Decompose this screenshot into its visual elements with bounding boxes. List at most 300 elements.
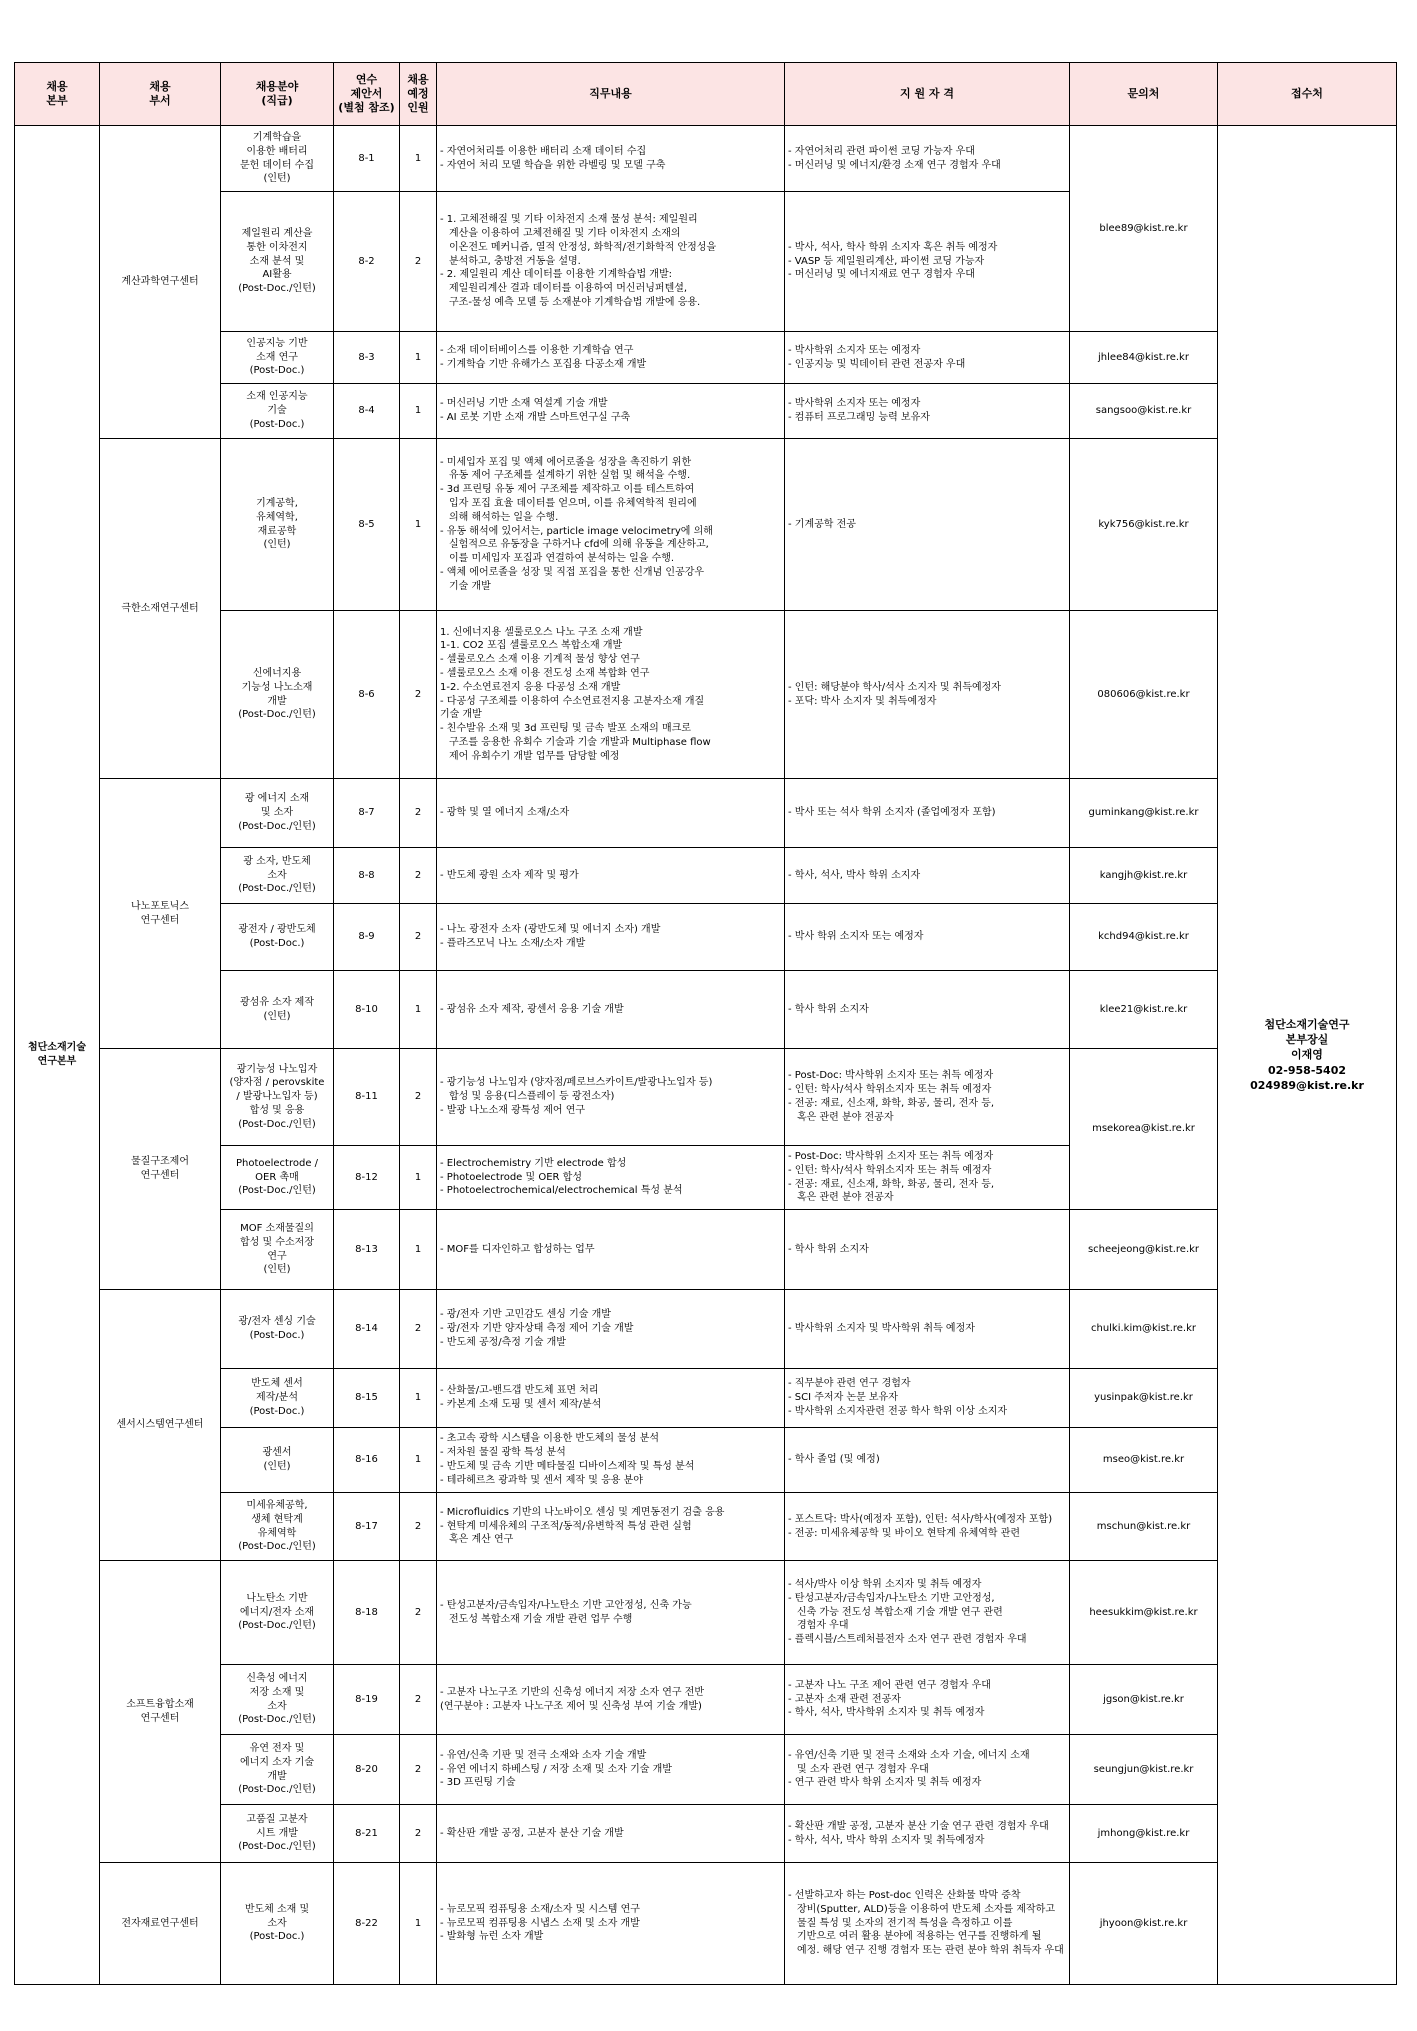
field-cell-line: 유연 전자 및 — [249, 1742, 305, 1754]
duty-cell — [437, 904, 785, 971]
hire-count: 1 — [400, 1210, 437, 1290]
contact-email[interactable]: jhyoon@kist.re.kr — [1070, 1863, 1218, 1985]
field-cell-line: 광기능성 나노입자 — [236, 1063, 318, 1075]
field-cell-line: (Post-Doc./인턴) — [238, 1841, 316, 1853]
field-cell-line: (Post-Doc.) — [249, 1405, 305, 1417]
division-cell: 첨단소재기술 연구본부 — [15, 126, 100, 1985]
duty-cell-line: 혹은 계산 연구 — [449, 1534, 514, 1546]
proposal-code: 8-7 — [334, 779, 400, 848]
qualification-cell-line: - 전공: 미세유체공학 및 바이오 현탁계 유체역학 관련 — [788, 1527, 1021, 1539]
qualification-cell — [785, 439, 1070, 611]
table-row — [15, 439, 1397, 611]
hire-count: 1 — [400, 1146, 437, 1210]
field-cell-line: (Post-Doc.) — [249, 1931, 305, 1943]
field-cell-line: 소자 — [267, 869, 287, 881]
contact-email[interactable]: yusinpak@kist.re.kr — [1070, 1369, 1218, 1428]
qualification-cell — [785, 1665, 1070, 1735]
qualification-cell-line: - 머신러닝 및 에너지/환경 소재 연구 경험자 우대 — [788, 159, 1001, 171]
field-cell-line: (Post-Doc./인턴) — [238, 283, 316, 295]
contact-email[interactable]: 080606@kist.re.kr — [1070, 611, 1218, 779]
hire-count: 2 — [400, 1049, 437, 1146]
department-cell: 전자재료연구센터 — [100, 1863, 221, 1985]
proposal-code: 8-6 — [334, 611, 400, 779]
field-cell — [221, 1369, 334, 1428]
field-cell-line: (인턴) — [263, 539, 291, 551]
field-cell-line: 유체역학 — [257, 1527, 297, 1539]
hire-count: 1 — [400, 971, 437, 1049]
qualification-cell-line: - 컴퓨터 프로그래밍 능력 보유자 — [788, 412, 930, 423]
qualification-cell-line: - 머신러닝 및 에너지재료 연구 경험자 우대 — [788, 269, 975, 281]
contact-email[interactable]: guminkang@kist.re.kr — [1070, 779, 1218, 848]
contact-email[interactable]: kangjh@kist.re.kr — [1070, 848, 1218, 904]
duty-cell-line: - 3D 프린팅 기술 — [440, 1777, 516, 1789]
duty-cell-line: - 반도체 광원 소자 제작 및 평가 — [440, 869, 579, 881]
field-cell — [221, 611, 334, 779]
qualification-cell — [785, 1290, 1070, 1369]
field-cell — [221, 332, 334, 384]
proposal-code: 8-10 — [334, 971, 400, 1049]
field-cell-line: AI활용 — [262, 269, 292, 281]
field-cell-line: 및 소자 — [260, 807, 294, 819]
proposal-code: 8-14 — [334, 1290, 400, 1369]
field-cell — [221, 1863, 334, 1985]
duty-cell-line: - 액체 에어로졸을 성장 및 직접 포집을 통한 신개념 인공강우 — [440, 566, 705, 578]
duty-cell — [437, 1735, 785, 1805]
duty-cell-line: 구조-물성 예측 모델 등 소재분야 기계학습법 개발에 응용. — [449, 296, 701, 308]
duty-cell-line: 기술 개발 — [440, 709, 482, 721]
department-cell: 나노포토닉스 연구센터 — [100, 779, 221, 1049]
table-row — [15, 1735, 1397, 1805]
contact-email[interactable]: klee21@kist.re.kr — [1070, 971, 1218, 1049]
duty-cell-line: - 소재 데이터베이스를 이용한 기계학습 연구 — [440, 344, 634, 356]
field-cell-line: 인공지능 기반 — [246, 337, 308, 349]
duty-cell-line: 실험적으로 유동장을 구하거나 cfd에 의해 유동을 계산하고, — [449, 539, 709, 551]
qualification-cell-line: - 포닥: 박사 소지자 및 취득예정자 — [788, 695, 937, 707]
duty-cell-line: - 탄성고분자/금속입자/나노탄소 기반 고안정성, 신축 가능 — [440, 1599, 692, 1611]
field-cell-line: 에너지 소자 기술 — [240, 1756, 314, 1768]
hire-count: 1 — [400, 439, 437, 611]
qualification-cell-line: 및 소자 관련 연구 경험자 우대 — [797, 1763, 929, 1775]
qualification-cell-line: - Post-Doc: 박사학위 소지자 또는 취득 예정자 — [788, 1070, 994, 1082]
table-row — [15, 332, 1397, 384]
table-row — [15, 611, 1397, 779]
qualification-cell-line: - 학사 학위 소지자 — [788, 1003, 869, 1015]
qualification-cell-line: - 석사/박사 이상 학위 소지자 및 취득 예정자 — [788, 1579, 982, 1590]
hire-count: 2 — [400, 611, 437, 779]
field-cell-line: (Post-Doc.) — [249, 938, 305, 949]
duty-cell — [437, 1049, 785, 1146]
proposal-code: 8-22 — [334, 1863, 400, 1985]
field-cell-line: 광센서 — [262, 1447, 292, 1459]
duty-cell-line: - Electrochemistry 기반 electrode 합성 — [440, 1157, 627, 1169]
duty-cell-line: - 미세입자 포집 및 액체 에어로졸을 성장을 촉진하기 위한 — [440, 456, 692, 468]
qualification-cell-line: - 고분자 나노 구조 제어 관련 연구 경험자 우대 — [788, 1679, 991, 1691]
field-cell-line: MOF 소재물질의 — [240, 1222, 314, 1234]
duty-cell-line: - Photoelectrochemical/electrochemical 특성 분석 — [440, 1185, 683, 1197]
table-row — [15, 1493, 1397, 1561]
table-row — [15, 779, 1397, 848]
field-cell-line: (Post-Doc./인턴) — [238, 1714, 316, 1726]
qualification-cell — [785, 971, 1070, 1049]
field-cell-line: (Post-Doc./인턴) — [238, 1118, 316, 1130]
receiver-line: 이재영 — [1291, 1048, 1323, 1062]
field-cell-line: 에너지/전자 소재 — [239, 1606, 315, 1618]
hire-count: 1 — [400, 1863, 437, 1985]
qualification-cell-line: - 학사, 석사, 박사 학위 소지자 및 취득예정자 — [788, 1834, 985, 1846]
duty-cell-line: - 2. 제일원리 계산 데이터를 이용한 기계학습법 개발: — [440, 269, 672, 281]
contact-email[interactable]: seungjun@kist.re.kr — [1070, 1735, 1218, 1805]
field-cell — [221, 1428, 334, 1493]
hire-count: 2 — [400, 1290, 437, 1369]
duty-cell-line: - 기계학습 기반 유해가스 포집용 다공소재 개발 — [440, 358, 647, 370]
duty-cell-line: - 광학 및 열 에너지 소재/소자 — [440, 807, 570, 819]
hire-count: 2 — [400, 1561, 437, 1665]
duty-cell-line: - 카본계 소재 도핑 및 센서 제작/분석 — [440, 1399, 602, 1410]
field-cell-line: (Post-Doc./인턴) — [238, 820, 316, 832]
field-cell — [221, 1210, 334, 1290]
table-row — [15, 1428, 1397, 1493]
proposal-code: 8-4 — [334, 384, 400, 439]
table-row — [15, 1049, 1397, 1146]
duty-cell-line: - 뉴로모픽 컴퓨팅용 시냅스 소재 및 소자 개발 — [440, 1917, 640, 1929]
duty-cell-line: 전도성 복합소재 기술 개발 관련 업무 수행 — [449, 1613, 633, 1625]
field-cell-line: 고품질 고분자 — [246, 1813, 308, 1825]
receiver-line: 첨단소재기술연구 — [1264, 1018, 1350, 1032]
field-cell-line: 미세유체공학, — [246, 1499, 308, 1511]
field-cell-line: (Post-Doc./인턴) — [238, 1784, 316, 1796]
field-cell-line: 소자 — [267, 1700, 287, 1712]
contact-email[interactable]: jmhong@kist.re.kr — [1070, 1805, 1218, 1863]
proposal-code: 8-16 — [334, 1428, 400, 1493]
duty-cell-line: - 1. 고체전해질 및 기타 이차전지 소재 물성 분석: 제일원리 — [440, 214, 698, 226]
field-cell-line: (Post-Doc.) — [249, 365, 305, 377]
duty-cell-line: 합성 및 응용(디스플레이 등 광전소자) — [449, 1091, 615, 1103]
table-row — [15, 1665, 1397, 1735]
duty-cell-line: - 현탁계 미세유체의 구조적/동적/유변학적 특성 관련 실험 — [440, 1520, 692, 1532]
proposal-code: 8-2 — [334, 192, 400, 332]
qualification-cell-line: - 전공: 재료, 신소재, 화학, 화공, 물리, 전자 등, — [788, 1178, 995, 1190]
field-cell — [221, 1665, 334, 1735]
field-cell-line: (Post-Doc./인턴) — [238, 1541, 316, 1553]
qualification-cell — [785, 384, 1070, 439]
duty-cell-line: 제일원리계산 결과 데이터를 이용하여 머신러닝퍼텐셜, — [449, 283, 688, 295]
hire-count: 1 — [400, 332, 437, 384]
field-cell-line: (인턴) — [263, 1264, 291, 1276]
qualification-cell-line: - 박사학위 소지자 또는 예정자 — [788, 398, 921, 410]
qualification-cell — [785, 1561, 1070, 1665]
duty-cell-line: - 초고속 광학 시스템을 이용한 반도체의 물성 분석 — [440, 1433, 660, 1445]
qualification-cell-line: - 유연/신축 기판 및 전극 소재와 소자 기술, 에너지 소재 — [788, 1749, 1030, 1761]
qualification-cell — [785, 611, 1070, 779]
qualification-cell-line: - 직무분야 관련 연구 경험자 — [788, 1378, 911, 1390]
table-row — [15, 971, 1397, 1049]
field-cell-line: Photoelectrode / — [235, 1157, 319, 1169]
field-cell-line: (Post-Doc./인턴) — [238, 709, 316, 721]
contact-email[interactable]: mseo@kist.re.kr — [1070, 1428, 1218, 1493]
duty-cell-line: - 자연어처리를 이용한 배터리 소재 데이터 수집 — [440, 145, 647, 157]
hire-count: 2 — [400, 1493, 437, 1561]
qualification-cell-line: 혹은 관련 분야 전공자 — [797, 1111, 894, 1123]
duty-cell — [437, 1146, 785, 1210]
duty-cell-line: - 테라헤르츠 광과학 및 센서 제작 및 응용 분야 — [440, 1474, 643, 1486]
field-cell — [221, 126, 334, 192]
field-cell — [221, 1561, 334, 1665]
proposal-code: 8-20 — [334, 1735, 400, 1805]
duty-cell-line: 계산을 이용하여 고체전해질 및 기타 이차전지 소재의 — [449, 228, 681, 239]
contact-email[interactable]: jgson@kist.re.kr — [1070, 1665, 1218, 1735]
duty-cell — [437, 1665, 785, 1735]
field-cell-line: 저장 소재 및 — [249, 1686, 305, 1698]
field-cell-line: (인턴) — [263, 1461, 291, 1472]
hire-count: 2 — [400, 1735, 437, 1805]
header-count: 채용 예정 인원 — [400, 63, 437, 126]
qualification-cell — [785, 1805, 1070, 1863]
duty-cell-line: - 발화형 뉴런 소자 개발 — [440, 1931, 544, 1943]
duty-cell-line: - 3d 프린팅 유동 제어 구조체를 제작하고 이를 테스트하여 — [440, 484, 695, 496]
qualification-cell-line: - 박사학위 소지자 또는 예정자 — [788, 344, 921, 356]
department-cell: 물질구조제어 연구센터 — [100, 1049, 221, 1290]
field-cell — [221, 904, 334, 971]
proposal-code: 8-13 — [334, 1210, 400, 1290]
duty-cell-line: (연구분야 : 고분자 나노구조 제어 및 신축성 부여 기술 개발) — [440, 1700, 702, 1712]
qualification-cell — [785, 1210, 1070, 1290]
field-cell-line: 광 에너지 소재 — [244, 793, 310, 805]
header-department: 채용 부서 — [100, 63, 221, 126]
duty-cell-line: 1-2. 수소연료전지 응용 다공성 소재 개발 — [440, 681, 621, 693]
qualification-cell-line: - 자연어처리 관련 파이썬 코딩 가능자 우대 — [788, 145, 975, 157]
duty-cell — [437, 1290, 785, 1369]
field-cell-line: (Post-Doc.) — [249, 418, 305, 430]
qualification-cell-line: 물질 특성 및 소자의 전기적 특성을 측정하고 이를 — [797, 1917, 1013, 1929]
recruitment-table — [14, 62, 1397, 1985]
field-cell-line: 연구 — [267, 1250, 287, 1262]
table-row — [15, 1863, 1397, 1985]
contact-email[interactable]: blee89@kist.re.kr — [1070, 126, 1218, 332]
qualification-cell-line: - SCI 주저자 논문 보유자 — [788, 1392, 898, 1404]
hire-count: 2 — [400, 1805, 437, 1863]
table-row — [15, 384, 1397, 439]
header-qualification: 지 원 자 격 — [785, 63, 1070, 126]
field-cell-line: 소재 연구 — [256, 351, 298, 363]
qualification-cell — [785, 332, 1070, 384]
field-cell-line: 소재 분석 및 — [249, 255, 305, 267]
duty-cell-line: - AI 로봇 기반 소재 개발 스마트연구실 구축 — [440, 412, 631, 423]
proposal-code: 8-15 — [334, 1369, 400, 1428]
duty-cell — [437, 384, 785, 439]
duty-cell — [437, 192, 785, 332]
field-cell-line: 기계공학, — [256, 497, 298, 509]
qualification-cell-line: - 학사 졸업 (및 예정) — [788, 1454, 880, 1466]
duty-cell — [437, 439, 785, 611]
field-cell-line: OER 촉매 — [255, 1171, 299, 1183]
qualification-cell — [785, 126, 1070, 192]
department-cell: 센서시스템연구센터 — [100, 1290, 221, 1561]
duty-cell-line: - 광섬유 소자 제작, 광센서 응용 기술 개발 — [440, 1003, 624, 1015]
header-division: 채용 본부 — [15, 63, 100, 126]
duty-cell-line: - Photoelectrode 및 OER 합성 — [440, 1171, 582, 1183]
hire-count: 1 — [400, 1369, 437, 1428]
field-cell-line: 개발 — [267, 695, 287, 707]
table-row — [15, 904, 1397, 971]
receiver-cell — [1218, 126, 1397, 1985]
duty-cell-line: - MOF를 디자인하고 합성하는 업무 — [440, 1243, 595, 1255]
table-row — [15, 1561, 1397, 1665]
field-cell-line: 광전자 / 광반도체 — [238, 924, 316, 936]
field-cell-line: 나노탄소 기반 — [246, 1592, 308, 1604]
qualification-cell — [785, 192, 1070, 332]
qualification-cell-line: - 확산판 개발 공정, 고분자 분산 기술 연구 관련 경험자 우대 — [788, 1820, 1049, 1832]
proposal-code: 8-19 — [334, 1665, 400, 1735]
duty-cell-line: - 산화물/고-밴드갭 반도체 표면 처리 — [440, 1385, 599, 1397]
field-cell-line: (Post-Doc./인턴) — [238, 883, 316, 895]
header-field: 채용분야 (직급) — [221, 63, 334, 126]
contact-email[interactable]: heesukkim@kist.re.kr — [1070, 1561, 1218, 1665]
receiver-line: 02-958-5402 — [1267, 1063, 1346, 1077]
duty-cell — [437, 1428, 785, 1493]
field-cell — [221, 1290, 334, 1369]
qualification-cell — [785, 1863, 1070, 1985]
field-cell — [221, 384, 334, 439]
proposal-code: 8-17 — [334, 1493, 400, 1561]
duty-cell — [437, 332, 785, 384]
header-duty: 직무내용 — [437, 63, 785, 126]
qualification-cell-line: - 박사, 석사, 학사 학위 소지자 혹은 취득 예정자 — [788, 241, 998, 253]
field-cell-line: 재료공학 — [257, 525, 297, 537]
field-cell-line: 신축성 에너지 — [246, 1672, 308, 1684]
field-cell-line: (Post-Doc./인턴) — [238, 1185, 316, 1197]
duty-cell-line: - 저차원 물질 광학 특성 분석 — [440, 1447, 566, 1459]
qualification-cell-line: - 박사학위 소지자관련 전공 학사 학위 이상 소지자 — [788, 1405, 1008, 1417]
department-cell: 극한소재연구센터 — [100, 439, 221, 779]
duty-cell-line: 의해 해석하는 일을 수행. — [449, 511, 559, 523]
duty-cell-line: - 광/전자 기반 고민감도 센싱 기술 개발 — [440, 1309, 611, 1321]
qualification-cell-line: - 학사, 석사, 박사학위 소지자 및 취득 예정자 — [788, 1707, 985, 1719]
field-cell — [221, 439, 334, 611]
contact-email[interactable]: kyk756@kist.re.kr — [1070, 439, 1218, 611]
duty-cell-line: - 자연어 처리 모델 학습을 위한 라벨링 및 모델 구축 — [440, 159, 666, 171]
field-cell-line: (Post-Doc./인턴) — [238, 1620, 316, 1632]
proposal-code: 8-1 — [334, 126, 400, 192]
duty-cell — [437, 779, 785, 848]
qualification-cell-line: - 탄성고분자/금속입자/나노탄소 기반 고안정성, — [788, 1592, 995, 1604]
qualification-cell-line: 장비(Sputter, ALD)등을 이용하여 반도체 소자를 제작하고 — [797, 1903, 1056, 1915]
duty-cell-line: 구조를 응용한 유회수 기술과 기술 개발과 Multiphase flow — [449, 736, 711, 748]
duty-cell-line: - 광기능성 나노입자 (양자점/페로브스카이트/발광나노입자 등) — [440, 1077, 713, 1089]
duty-cell-line: 기술 개발 — [449, 580, 491, 592]
table-row — [15, 1369, 1397, 1428]
hire-count: 1 — [400, 1428, 437, 1493]
duty-cell-line: - 확산판 개발 공정, 고분자 분산 기술 개발 — [440, 1827, 624, 1839]
contact-email[interactable]: chulki.kim@kist.re.kr — [1070, 1290, 1218, 1369]
qualification-cell-line: - 고분자 소재 관련 전공자 — [788, 1693, 901, 1705]
table-row — [15, 1805, 1397, 1863]
duty-cell-line: - 플라즈모닉 나노 소재/소자 개발 — [440, 938, 586, 949]
qualification-cell-line: - VASP 등 제일원리계산, 파이썬 코딩 가능자 — [788, 255, 985, 267]
field-cell — [221, 1146, 334, 1210]
duty-cell-line: - 뉴로모픽 컴퓨팅용 소재/소자 및 시스템 연구 — [440, 1903, 640, 1915]
table-row — [15, 1290, 1397, 1369]
qualification-cell-line: - 박사 또는 석사 학위 소지자 (졸업예정자 포함) — [788, 807, 996, 819]
qualification-cell-line: - 인턴: 해당분야 학사/석사 소지자 및 취득예정자 — [788, 681, 1001, 693]
field-cell-line: 기계학습을 — [252, 131, 302, 143]
field-cell-line: (인턴) — [263, 173, 291, 185]
field-cell — [221, 1735, 334, 1805]
field-cell-line: 개발 — [267, 1770, 287, 1782]
field-cell — [221, 779, 334, 848]
duty-cell-line: - 다공성 구조체를 이용하여 수소연료전지용 고분자소재 개질 — [440, 695, 705, 707]
qualification-cell-line: - 기계공학 전공 — [788, 518, 856, 530]
department-cell: 소프트융합소재 연구센터 — [100, 1561, 221, 1863]
duty-cell-line: 입자 포집 효율 데이터를 얻으며, 이를 유체역학적 원리에 — [449, 497, 697, 509]
field-cell-line: 제작/분석 — [255, 1392, 298, 1404]
duty-cell-line: - 나노 광전자 소자 (광반도체 및 에너지 소자) 개발 — [440, 924, 661, 936]
contact-email[interactable]: scheejeong@kist.re.kr — [1070, 1210, 1218, 1290]
field-cell — [221, 971, 334, 1049]
qualification-cell-line: 기반으로 여러 활용 분야에 적용하는 연구를 진행하게 될 — [797, 1931, 1042, 1943]
qualification-cell-line: - 박사 학위 소지자 또는 예정자 — [788, 931, 924, 943]
field-cell-line: 시트 개발 — [256, 1827, 298, 1839]
duty-cell-line: - 반도체 및 금속 기반 메타물질 디바이스제작 및 특성 분석 — [440, 1461, 695, 1472]
duty-cell — [437, 126, 785, 192]
table-row — [15, 848, 1397, 904]
proposal-code: 8-9 — [334, 904, 400, 971]
duty-cell — [437, 1561, 785, 1665]
field-cell-line: 유체역학, — [256, 511, 298, 523]
qualification-cell — [785, 1369, 1070, 1428]
qualification-cell-line: - 선발하고자 하는 Post-doc 인력은 산화물 박막 증착 — [788, 1890, 1021, 1901]
qualification-cell-line: 혹은 관련 분야 전공자 — [797, 1192, 894, 1204]
duty-cell — [437, 971, 785, 1049]
field-cell-line: 통한 이차전지 — [246, 241, 308, 253]
field-cell-line: (인턴) — [263, 1010, 291, 1022]
field-cell — [221, 1049, 334, 1146]
contact-email[interactable]: kchd94@kist.re.kr — [1070, 904, 1218, 971]
qualification-cell-line: - 연구 관련 박사 학위 소지자 및 취득 예정자 — [788, 1777, 982, 1789]
qualification-cell — [785, 779, 1070, 848]
proposal-code: 8-11 — [334, 1049, 400, 1146]
qualification-cell-line: - 박사학위 소지자 및 박사학위 취득 예정자 — [788, 1323, 975, 1335]
field-cell — [221, 848, 334, 904]
qualification-cell-line: 경험자 우대 — [797, 1620, 849, 1632]
field-cell-line: 이용한 배터리 — [246, 145, 308, 157]
duty-cell-line: - 유연 에너지 하베스팅 / 저장 소재 및 소자 기술 개발 — [440, 1763, 672, 1775]
field-cell-line: 합성 및 수소저장 — [240, 1236, 314, 1248]
proposal-code: 8-12 — [334, 1146, 400, 1210]
qualification-cell — [785, 1493, 1070, 1561]
duty-cell — [437, 611, 785, 779]
header-contact: 문의처 — [1070, 63, 1218, 126]
field-cell-line: 광 소자, 반도체 — [243, 855, 311, 867]
qualification-cell-line: - 인턴: 학사/석사 학위소지자 또는 취득 예정자 — [788, 1084, 992, 1096]
contact-email[interactable]: mschun@kist.re.kr — [1070, 1493, 1218, 1561]
duty-cell-line: 1-1. CO2 포집 셀룰로오스 복합소재 개발 — [440, 640, 623, 652]
field-cell-line: 소자 — [267, 1917, 287, 1929]
field-cell-line: 반도체 센서 — [251, 1378, 303, 1390]
proposal-code: 8-3 — [334, 332, 400, 384]
hire-count: 1 — [400, 126, 437, 192]
contact-email[interactable]: msekorea@kist.re.kr — [1070, 1049, 1218, 1210]
field-cell-line: 광섬유 소자 제작 — [240, 996, 314, 1008]
contact-email[interactable]: jhlee84@kist.re.kr — [1070, 332, 1218, 384]
department-cell: 계산과학연구센터 — [100, 126, 221, 439]
contact-email[interactable]: sangsoo@kist.re.kr — [1070, 384, 1218, 439]
duty-cell — [437, 1493, 785, 1561]
hire-count: 1 — [400, 384, 437, 439]
duty-cell-line: 분석하고, 충방전 거동을 설명. — [449, 255, 581, 267]
qualification-cell — [785, 848, 1070, 904]
field-cell-line: (양자점 / perovskite — [229, 1077, 325, 1089]
field-cell-line: 생체 현탁계 — [251, 1513, 303, 1525]
